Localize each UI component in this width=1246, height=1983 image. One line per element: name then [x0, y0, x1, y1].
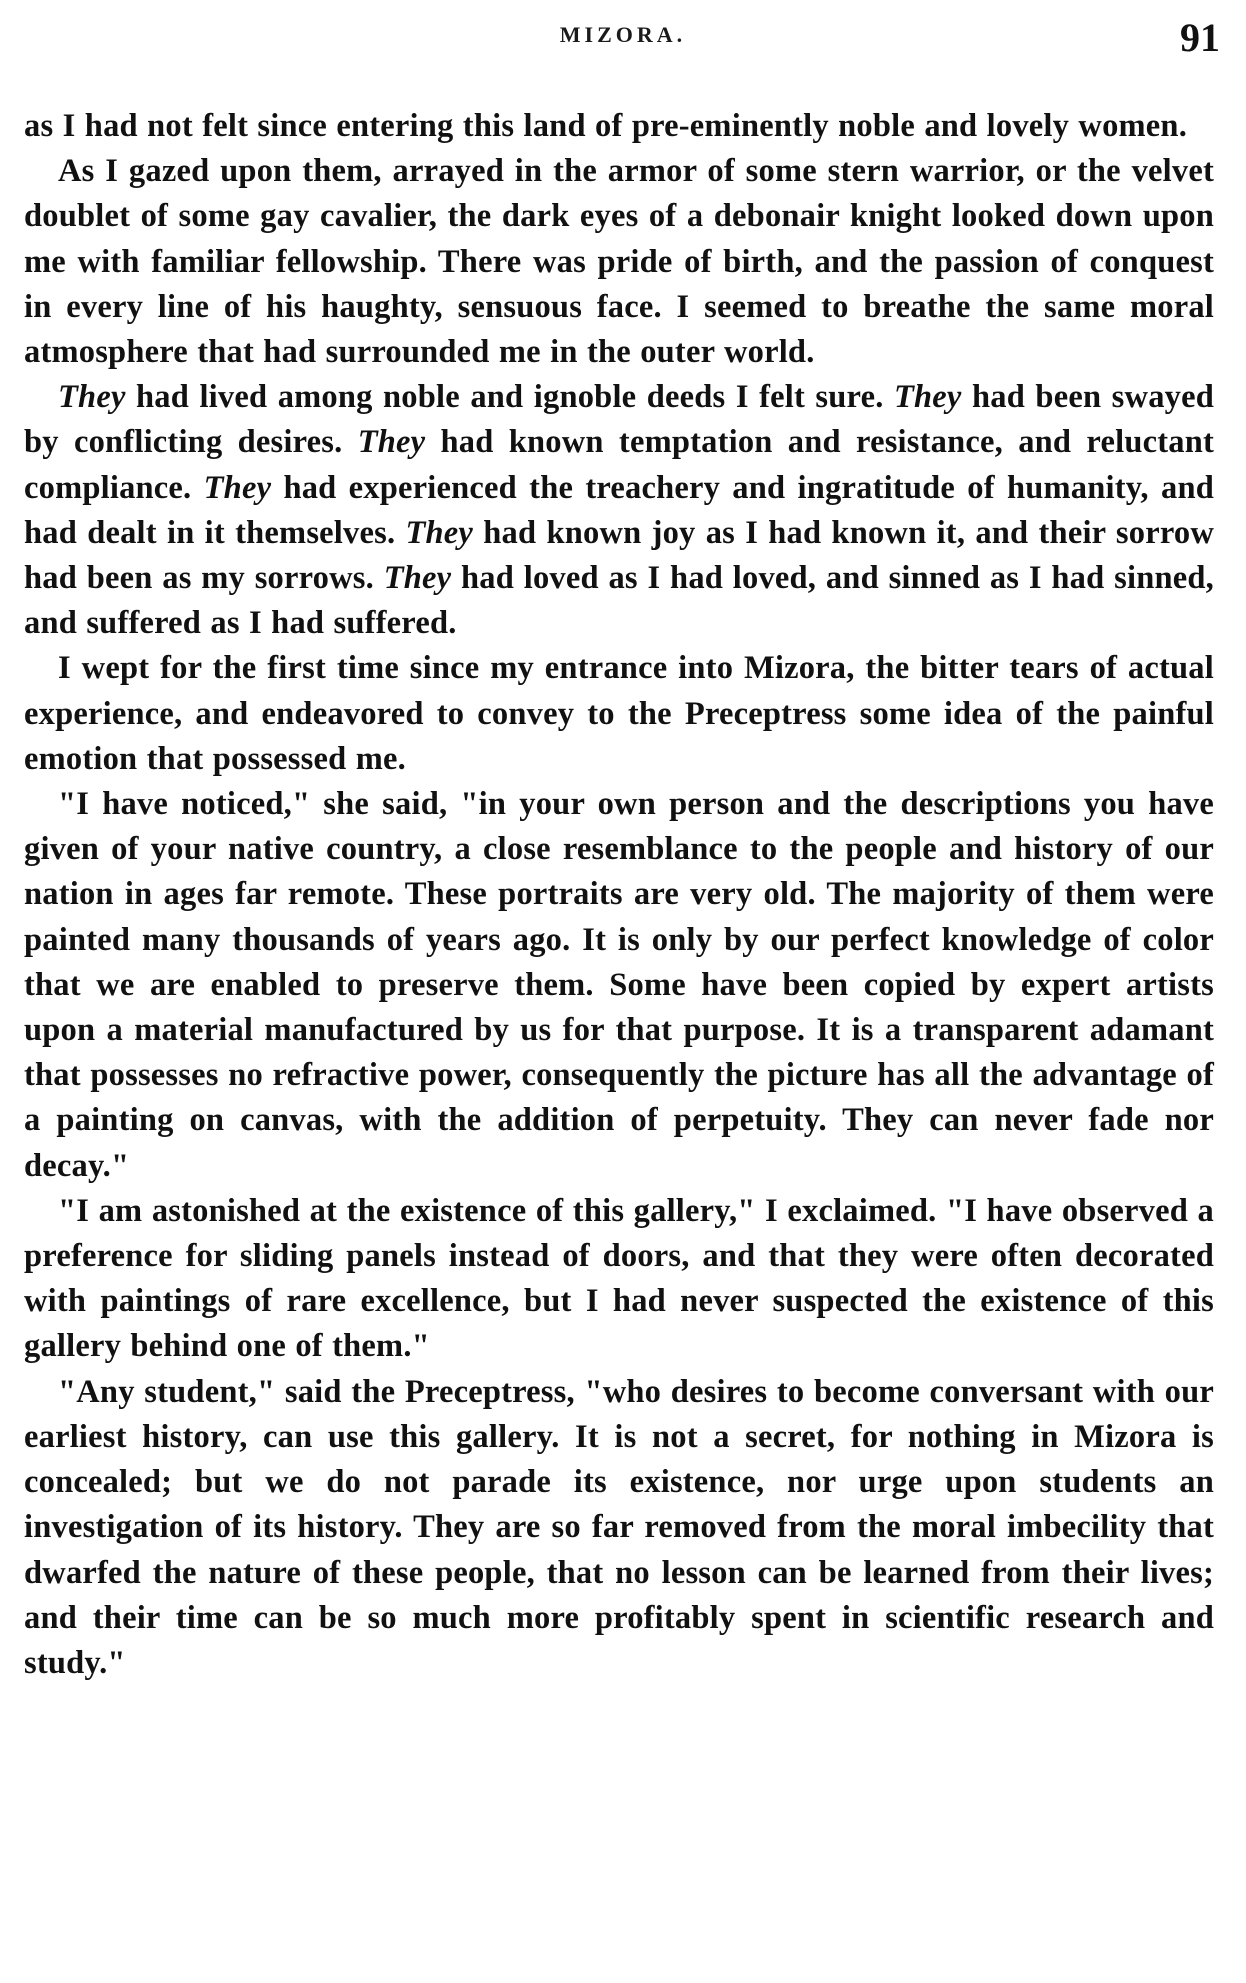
text-run: As I gazed upon them, arrayed in the armor of some stern warrior, or the velvet doublet of some gay cavalier, the dark eyes of a debonair knight looked down upon me with familiar fellowship. There was pride of birth, and the passion of conquest in every line of his haughty, sensuous face. I seemed to breathe the same moral atmosphere that had surrounded me in the outer world. — [24, 153, 1214, 371]
running-head — [0, 14, 1246, 60]
italic-emphasis: They — [893, 379, 962, 416]
text-run: had known joy as I had known it, and their sorrow had been as my sorrows. — [24, 514, 1214, 597]
text-run: as I had not felt since entering this land of pre-eminently noble and lovely women. — [24, 108, 1188, 144]
text-run: "Any student," said the Preceptress, "who desires to become conversant with our earliest history, can use this gallery. It is not a secret, for nothing in Mizora is concealed; but we do not parade its existence, nor urge upon students an investigation of its history. They are so far removed from the moral imbecility that dwarfed the nature of these people, that no lesson can be learned from their lives; and their time can be so much more profitably spent in scientific research and study." — [24, 1373, 1214, 1681]
text-run: had known temptation and resistance, and reluctant compliance. — [24, 424, 1214, 506]
page-number: 91 — [1180, 15, 1220, 60]
italic-emphasis: They — [405, 514, 474, 551]
text-run: had experienced the treachery and ingratitude of humanity, and had dealt in it themselves. — [24, 469, 1214, 551]
body-text — [24, 104, 1214, 1686]
text-run: had loved as I had loved, and sinned as I had sinned, and suffered as I had suffered. — [24, 560, 1214, 642]
italic-emphasis: They — [357, 424, 426, 461]
paragraph — [24, 782, 1214, 1189]
paragraph — [24, 646, 1214, 782]
paragraph — [24, 375, 1214, 646]
paragraph — [24, 104, 1214, 149]
paragraph — [24, 149, 1214, 375]
italic-emphasis: They — [383, 560, 452, 597]
text-run: had lived among noble and ignoble deeds I felt sure. — [125, 379, 894, 416]
italic-emphasis: They — [58, 379, 126, 416]
text-run: "I have noticed," she said, "in your own person and the descriptions you have given of your native country, a close resemblance to the people and history of our nation in ages far remote. These portraits are very old. The majority of them were painted many thousands of years ago. It is only by our perfect knowledge of color that we are enabled to preserve them. Some have been copied by expert artists upon a material manufactured by us for that purpose. It is a transparent adamant that possesses no refractive power, consequently the picture has all the advantage of a painting on canvas, with the addition of perpetuity. They can never fade nor decay." — [24, 786, 1214, 1184]
italic-emphasis: They — [203, 469, 272, 506]
paragraph — [24, 1370, 1214, 1686]
running-title: MIZORA. — [559, 22, 687, 47]
paragraph — [24, 1189, 1214, 1370]
text-run: "I am astonished at the existence of this gallery," I exclaimed. "I have observed a preference for sliding panels instead of doors, and that they were often decorated with paintings of rare excellence, but I had never suspected the existence of this gallery behind one of them." — [24, 1192, 1214, 1365]
text-run: had been swayed by conflicting desires. — [24, 379, 1214, 461]
text-run: I wept for the first time since my entrance into Mizora, the bitter tears of actual experience, and endeavored to convey to the Preceptress some idea of the painful emotion that possessed me. — [24, 650, 1214, 777]
